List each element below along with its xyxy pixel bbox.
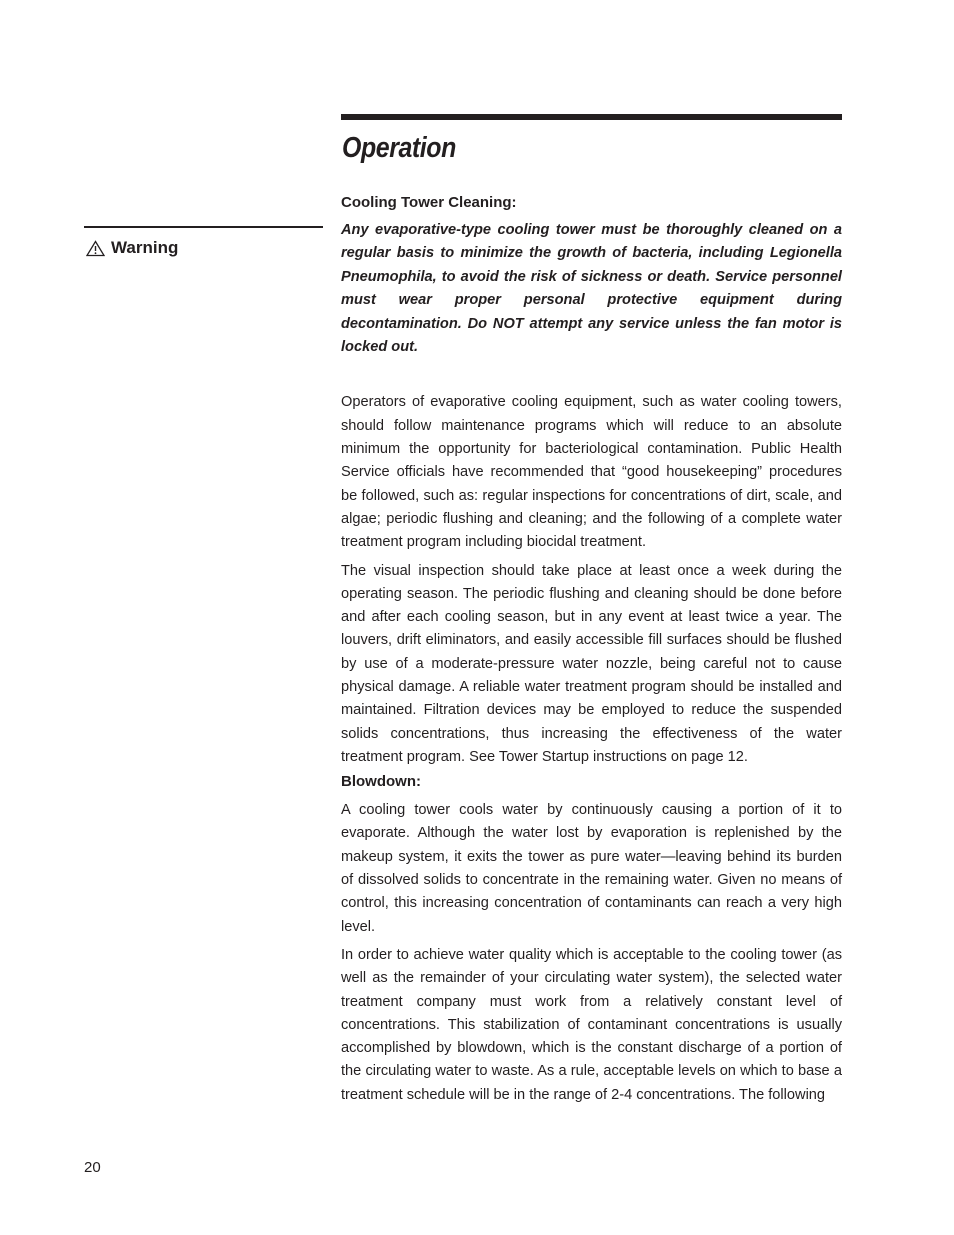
cleaning-paragraph-2: The visual inspection should take place at least once a week during the operating season. The periodic flushing and cleaning should be done before and after each cooling season, but in any event at least twice a year. The louvers, drift eliminators, and easily accessible fill surfaces should be flushed by use of a moderate-pressure water nozzle, being careful not to cause physical damage. A reliable water treatment program should be installed and maintained. Filtration devices may be employed to reduce the suspended solids concentrations, thus increasing the effectiveness of the water treatment program. See Tower Startup instructions on page 12. bbox=[341, 562, 842, 765]
page-number: 20 bbox=[84, 1159, 101, 1176]
sidebar-rule bbox=[84, 226, 323, 228]
section-title: Operation bbox=[342, 132, 456, 164]
blowdown-heading: Blowdown: bbox=[341, 773, 421, 791]
cleaning-warning-text: Any evaporative-type cooling tower must be thoroughly cleaned on a regular basis to minimize the growth of bacteria, including Legionella Pneumophila, to avoid the risk of sickness or death. Service personnel must wear proper personal protective equipment during decontamination. Do NOT attempt any service unless the fan motor is locked out. bbox=[341, 222, 842, 356]
warning-label: Warning bbox=[111, 238, 179, 257]
warning-callout bbox=[86, 237, 178, 259]
section-rule bbox=[341, 114, 842, 120]
blowdown-paragraph-2: In order to achieve water quality which is acceptable to the cooling tower (as well as the remainder of your circulating water system), the selected water treatment company must work from a relatively constant level of concentrations. This stabilization of contaminant concentrations is usually accomplished by blowdown, which is the constant discharge of a portion of the circulating water to waste. As a rule, acceptable levels on which to base a treatment schedule will be in the range of 2-4 concentrations. The following bbox=[341, 946, 842, 1103]
main-column bbox=[341, 190, 842, 1107]
cleaning-heading: Cooling Tower Cleaning: bbox=[341, 194, 517, 211]
warning-triangle-icon bbox=[86, 240, 105, 257]
blowdown-paragraph-1: A cooling tower cools water by continuously causing a portion of it to evaporate. Although the water lost by evaporation is replenished by the makeup system, it exits the tower as pure water—leaving behind its burden of dissolved solids to concentrate in the remaining water. Given no means of control, this increasing concentration of contaminants can reach a very high level. bbox=[341, 802, 842, 935]
cleaning-paragraph-1: Operators of evaporative cooling equipment, such as water cooling towers, should follow maintenance programs which will reduce to an absolute minimum the opportunity for bacteriological contamination. Public Health Service officials have recommended that “good housekeeping” procedures be followed, such as: regular inspections for concentrations of dirt, scale, and algae; periodic flushing and cleaning; and the following of a complete water treatment program including biocidal treatment. bbox=[341, 394, 842, 551]
